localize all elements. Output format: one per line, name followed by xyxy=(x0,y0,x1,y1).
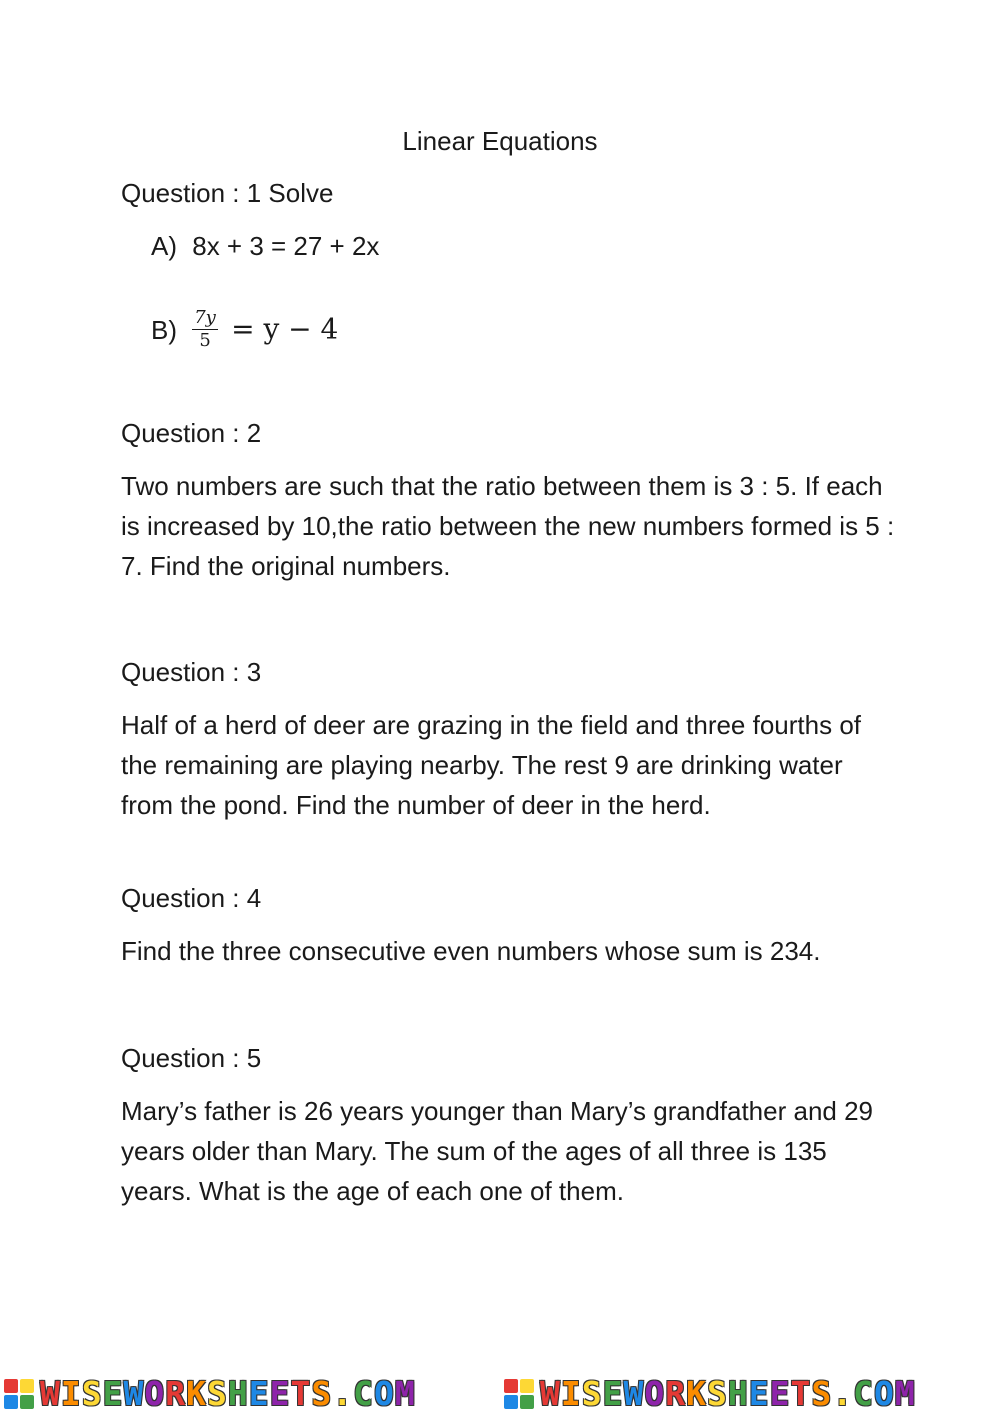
part-a-label: A) xyxy=(151,231,177,261)
question-5-heading: Question : 5 xyxy=(121,1043,262,1073)
brand-right xyxy=(500,1374,1000,1413)
question-2-text: Two numbers are such that the ratio between them is 3 : 5. If each is increased by 10,the ratio between the new numbers formed is 5 : 7. Find the original numbers. xyxy=(121,471,895,581)
question-4-heading: Question : 4 xyxy=(121,883,262,913)
part-b-fraction xyxy=(192,308,218,351)
brand-right-text: WISEWORKSHEETS.COM xyxy=(540,1374,916,1413)
footer-watermark xyxy=(0,1374,1000,1413)
question-3-text: Half of a herd of deer are grazing in the field and three fourths of the remaining are playing nearby. The rest 9 are drinking water from the pond. Find the number of deer in the herd. xyxy=(121,710,862,820)
fraction-numerator: 7y xyxy=(194,307,216,328)
question-1-part-b xyxy=(151,308,338,351)
part-b-rhs: = y − 4 xyxy=(231,312,339,346)
part-a-equation: 8x + 3 = 27 + 2x xyxy=(192,231,380,261)
page-title: Linear Equations xyxy=(402,126,598,156)
question-3-heading: Question : 3 xyxy=(121,657,262,687)
brand-left xyxy=(0,1374,500,1413)
question-4-text: Find the three consecutive even numbers whose sum is 234. xyxy=(121,936,821,966)
part-b-label: B) xyxy=(151,314,177,345)
fraction-denominator: 5 xyxy=(199,330,211,351)
question-5-text: Mary’s father is 26 years younger than Mary’s grandfather and 29 years older than Mary. The sum of the ages of all three is 135 years. What is the age of each one of them. xyxy=(121,1096,874,1206)
wiseworksheets-logo-icon xyxy=(4,1379,34,1409)
question-2-heading: Question : 2 xyxy=(121,418,262,448)
wiseworksheets-logo-icon xyxy=(504,1379,534,1409)
question-1-heading: Question : 1 Solve xyxy=(121,178,334,208)
brand-left-text: WISEWORKSHEETS.COM xyxy=(40,1374,416,1413)
question-1-part-a xyxy=(151,229,379,263)
